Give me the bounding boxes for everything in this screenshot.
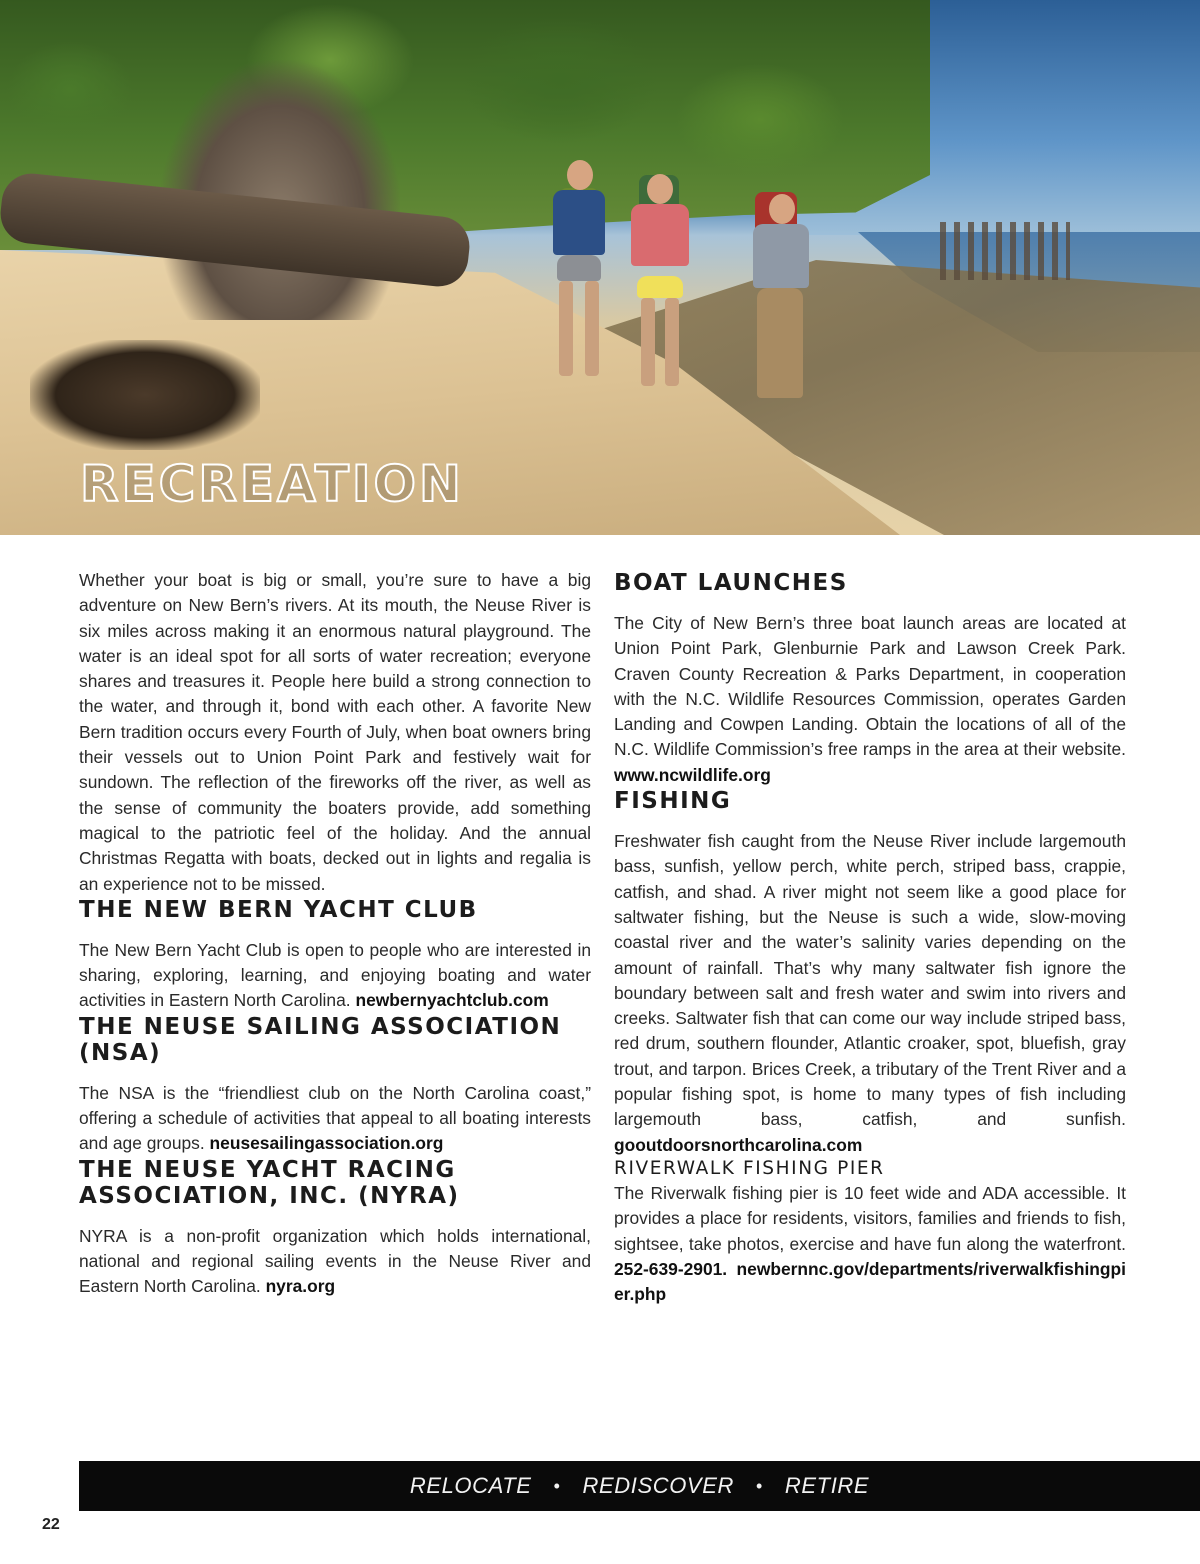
sailing-heading-line1: THE NEUSE SAILING ASSOCIATION (79, 1013, 562, 1040)
pier-phone[interactable]: 252-639-2901. (614, 1258, 728, 1279)
hero-hiker-2 (625, 170, 695, 395)
boat-launches-text: The City of New Bern’s three boat launch areas are located at Union Point Park, Glenburnie Park and Lawson Creek Park. Craven County Recreation & Parks Department, in cooperation with the N.C. Wildlife Resources Commission, operates Garden Landing and Cowpen Landing. Obtain the locations of all of the N.C. Wildlife Commission’s free ramps in the area at their website. (614, 613, 1126, 760)
ncwildlife-link[interactable]: www.ncwildlife.org (614, 764, 771, 785)
sailing-text: The NSA is the “friendliest club on the North Carolina coast,” offering a schedule of activities that appeal to all boating interests and age groups. (79, 1082, 591, 1154)
footer-word-rediscover: REDISCOVER (582, 1473, 734, 1498)
fishing-text: Freshwater fish caught from the Neuse River include largemouth bass, sunfish, yellow perch, white perch, striped bass, crappie, catfish, and shad. A river might not seem like a good place for saltwater fishing, but the Neuse is such a wide, slow-moving coastal river and the water’s salinity varies depending on the amount of rainfall. That’s why many saltwater fish ignore the boundary between salt and fresh water and swim into rivers and creeks. Saltwater fish that can come our way include striped bass, red drum, southern flounder, Atlantic croaker, spot, bluefish, gray trout, and tarpon. Brices Creek, a tributary of the Trent River and a popular fishing spot, is home to many types of fish including largemouth bass, catfish, and sunfish. (614, 831, 1126, 1130)
footer-separator-2: • (755, 1475, 763, 1496)
sailing-association-heading (79, 1014, 591, 1066)
footer-word-retire: RETIRE (784, 1473, 870, 1498)
racing-association-heading (79, 1157, 591, 1209)
intro-paragraph: Whether your boat is big or small, you’re sure to have a big adventure on New Bern’s rivers. At its mouth, the Neuse River is six miles across making it an enormous natural playground. The water is an ideal spot for all sorts of water recreation; everyone shares and treasures it. People here build a strong connection to the water, and through it, bond with each other. A favorite New Bern tradition occurs every Fourth of July, when boat owners bring their vessels out to Union Point Park and festively wait for sundown. The reflection of the fireworks off the river, as well as the sense of community the boaters provide, add something magical to the patriotic feel of the holiday. And the annual Christmas Regatta with boats, decked out in lights and regalia is an experience not to be missed. (79, 570, 591, 894)
yacht-club-heading: THE NEW BERN YACHT CLUB (79, 896, 478, 923)
fishing-heading: FISHING (614, 788, 732, 815)
racing-link[interactable]: nyra.org (265, 1276, 336, 1297)
right-column (614, 570, 1126, 1307)
pier-text: The Riverwalk fishing pier is 10 feet wide and ADA accessible. It provides a place for residents, visitors, families and friends to fish, sightsee, take photos, exercise and have fun along the waterfront. (614, 1182, 1126, 1254)
pier-heading: RIVERWALK FISHING PIER (614, 1157, 885, 1179)
yacht-club-link[interactable]: newbernyachtclub.com (355, 990, 549, 1011)
hero-stump (30, 340, 260, 450)
gooutdoors-link[interactable]: gooutdoorsnorthcarolina.com (614, 1134, 863, 1155)
hero-hiker-1 (545, 160, 615, 390)
fishing-paragraph (614, 829, 1126, 1158)
racing-paragraph (79, 1224, 591, 1300)
footer-banner (79, 1461, 1200, 1511)
sailing-link[interactable]: neusesailingassociation.org (209, 1133, 444, 1154)
racing-text: NYRA is a non-profit organization which holds international, national and regional sailing events in the Neuse River and Eastern North Carolina. (79, 1225, 591, 1297)
left-column (79, 568, 591, 1300)
page-number: 22 (42, 1516, 60, 1533)
racing-heading-line2: ASSOCIATION, INC. (NYRA) (79, 1182, 460, 1209)
hero-photo (0, 0, 1200, 535)
racing-heading-line1: THE NEUSE YACHT RACING (79, 1156, 456, 1183)
sailing-heading-line2: (NSA) (79, 1039, 162, 1066)
hero-hiker-3 (745, 190, 815, 415)
boat-launches-paragraph (614, 611, 1126, 788)
footer-separator-1: • (553, 1475, 561, 1496)
hero-pilings (940, 222, 1070, 280)
boat-launches-heading: BOAT LAUNCHES (614, 570, 848, 596)
yacht-club-paragraph (79, 938, 591, 1014)
footer-word-relocate: RELOCATE (409, 1473, 532, 1498)
hero-title: RECREATION (80, 455, 464, 513)
sailing-paragraph (79, 1081, 591, 1157)
pier-paragraph (614, 1181, 1126, 1307)
pier-link[interactable]: newbernnc.gov/departments/riverwalkfishingpier.php (614, 1258, 1126, 1305)
yacht-club-text: The New Bern Yacht Club is open to people who are interested in sharing, exploring, learning, and enjoying boating and water activities in Eastern North Carolina. (79, 939, 591, 1011)
